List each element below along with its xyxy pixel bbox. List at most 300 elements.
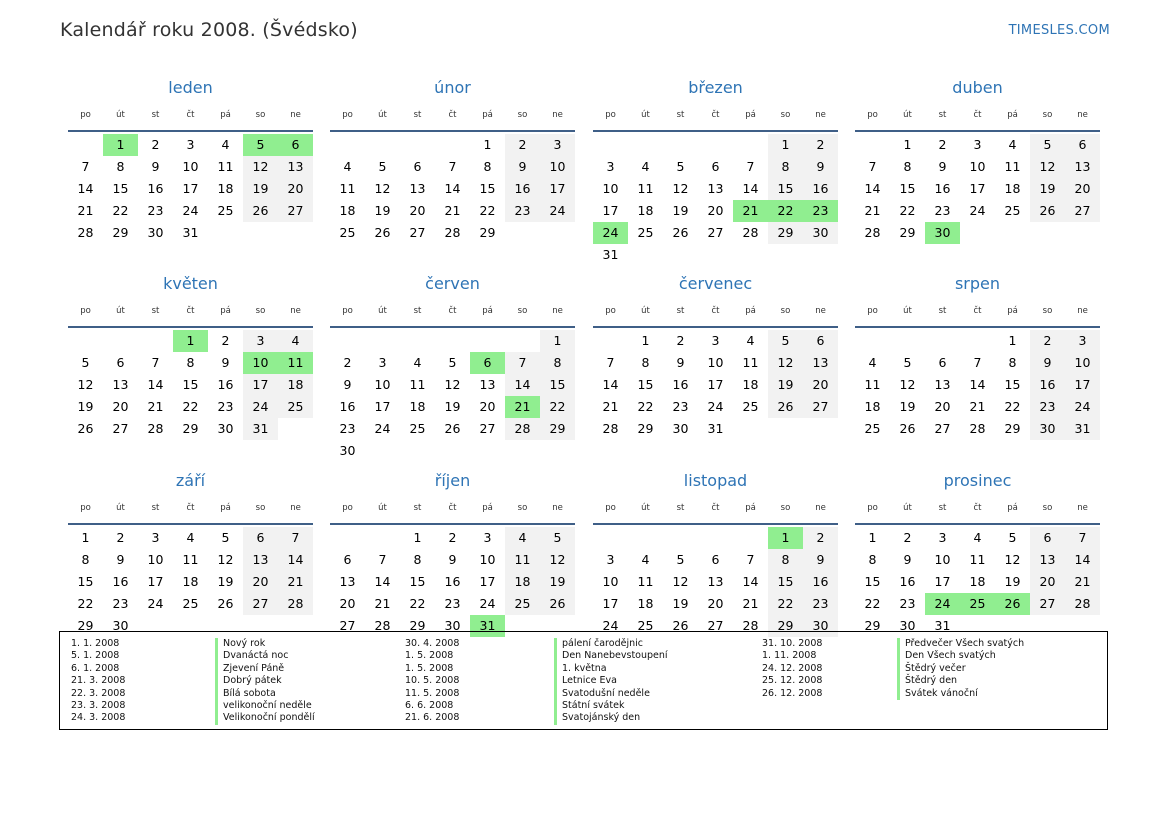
day-cell[interactable]: 7 (606, 355, 615, 370)
day-cell[interactable]: 29 (112, 225, 129, 240)
day-cell[interactable]: 25 (1004, 203, 1021, 218)
day-cell[interactable]: 27 (707, 225, 724, 240)
day-cell[interactable]: 28 (1065, 593, 1100, 615)
day-cell[interactable]: 20 (934, 399, 951, 414)
day-cell[interactable]: 6 (711, 159, 720, 174)
day-cell[interactable]: 13 (1030, 549, 1065, 571)
day-cell[interactable]: 10 (147, 552, 164, 567)
day-cell[interactable]: 20 (112, 399, 129, 414)
day-cell[interactable]: 1 (903, 137, 912, 152)
day-cell[interactable]: 11 (637, 574, 654, 589)
day-cell[interactable]: 10 (602, 181, 619, 196)
day-cell[interactable]: 4 (413, 355, 422, 370)
day-cell[interactable]: 8 (186, 355, 195, 370)
day-cell[interactable]: 7 (151, 355, 160, 370)
day-cell[interactable]: 6 (1065, 134, 1100, 156)
day-cell[interactable]: 7 (1065, 527, 1100, 549)
day-cell[interactable]: 27 (339, 618, 356, 633)
day-cell[interactable]: 23 (899, 596, 916, 611)
day-cell[interactable]: 29 (899, 225, 916, 240)
day-cell[interactable]: 16 (803, 571, 838, 593)
day-cell[interactable]: 19 (1004, 574, 1021, 589)
day-cell[interactable]: 1 (641, 333, 650, 348)
day-cell[interactable]: 19 (672, 596, 689, 611)
day-cell[interactable]: 9 (803, 156, 838, 178)
day-cell[interactable]: 15 (768, 571, 803, 593)
day-cell[interactable]: 2 (221, 333, 230, 348)
day-cell[interactable]: 9 (676, 355, 685, 370)
day-cell[interactable]: 10 (969, 159, 986, 174)
day-cell[interactable]: 19 (77, 399, 94, 414)
day-cell[interactable]: 28 (602, 421, 619, 436)
holiday-day-cell[interactable]: 30 (925, 222, 960, 244)
day-cell[interactable]: 4 (221, 137, 230, 152)
day-cell[interactable]: 11 (1004, 159, 1021, 174)
day-cell[interactable]: 9 (116, 552, 125, 567)
day-cell[interactable]: 8 (903, 159, 912, 174)
day-cell[interactable]: 30 (899, 618, 916, 633)
day-cell[interactable]: 17 (602, 203, 619, 218)
day-cell[interactable]: 2 (343, 355, 352, 370)
day-cell[interactable]: 18 (217, 181, 234, 196)
day-cell[interactable]: 27 (479, 421, 496, 436)
day-cell[interactable]: 16 (1030, 374, 1065, 396)
day-cell[interactable]: 2 (938, 137, 947, 152)
holiday-day-cell[interactable]: 11 (278, 352, 313, 374)
day-cell[interactable]: 27 (934, 421, 951, 436)
day-cell[interactable]: 18 (742, 377, 759, 392)
day-cell[interactable]: 4 (1008, 137, 1017, 152)
day-cell[interactable]: 24 (182, 203, 199, 218)
day-cell[interactable]: 9 (448, 552, 457, 567)
day-cell[interactable]: 31 (243, 418, 278, 440)
day-cell[interactable]: 16 (147, 181, 164, 196)
day-cell[interactable]: 27 (278, 200, 313, 222)
day-cell[interactable]: 6 (413, 159, 422, 174)
day-cell[interactable]: 8 (413, 552, 422, 567)
day-cell[interactable]: 22 (540, 396, 575, 418)
day-cell[interactable]: 13 (278, 156, 313, 178)
day-cell[interactable]: 1 (413, 530, 422, 545)
day-cell[interactable]: 12 (77, 377, 94, 392)
day-cell[interactable]: 15 (540, 374, 575, 396)
day-cell[interactable]: 3 (938, 530, 947, 545)
day-cell[interactable]: 12 (672, 574, 689, 589)
day-cell[interactable]: 12 (444, 377, 461, 392)
day-cell[interactable]: 13 (339, 574, 356, 589)
day-cell[interactable]: 24 (243, 396, 278, 418)
day-cell[interactable]: 10 (374, 377, 391, 392)
day-cell[interactable]: 23 (505, 200, 540, 222)
day-cell[interactable]: 23 (112, 596, 129, 611)
day-cell[interactable]: 27 (1030, 593, 1065, 615)
day-cell[interactable]: 17 (182, 181, 199, 196)
day-cell[interactable]: 18 (637, 596, 654, 611)
day-cell[interactable]: 29 (479, 225, 496, 240)
day-cell[interactable]: 6 (116, 355, 125, 370)
day-cell[interactable]: 4 (505, 527, 540, 549)
day-cell[interactable]: 9 (221, 355, 230, 370)
day-cell[interactable]: 9 (938, 159, 947, 174)
day-cell[interactable]: 11 (217, 159, 234, 174)
day-cell[interactable]: 21 (147, 399, 164, 414)
day-cell[interactable]: 20 (278, 178, 313, 200)
day-cell[interactable]: 30 (672, 421, 689, 436)
day-cell[interactable]: 11 (339, 181, 356, 196)
day-cell[interactable]: 20 (409, 203, 426, 218)
day-cell[interactable]: 14 (278, 549, 313, 571)
day-cell[interactable]: 5 (81, 355, 90, 370)
holiday-day-cell[interactable]: 1 (103, 134, 138, 156)
day-cell[interactable]: 27 (409, 225, 426, 240)
day-cell[interactable]: 17 (147, 574, 164, 589)
holiday-day-cell[interactable]: 21 (505, 396, 540, 418)
day-cell[interactable]: 25 (505, 593, 540, 615)
day-cell[interactable]: 8 (868, 552, 877, 567)
day-cell[interactable]: 26 (672, 225, 689, 240)
day-cell[interactable]: 19 (444, 399, 461, 414)
day-cell[interactable]: 11 (864, 377, 881, 392)
day-cell[interactable]: 31 (602, 247, 619, 262)
day-cell[interactable]: 12 (768, 352, 803, 374)
site-brand-link[interactable]: TIMESLES.COM (1008, 23, 1110, 38)
day-cell[interactable]: 1 (81, 530, 90, 545)
day-cell[interactable]: 29 (768, 615, 803, 637)
day-cell[interactable]: 3 (711, 333, 720, 348)
holiday-day-cell[interactable]: 26 (995, 593, 1030, 615)
day-cell[interactable]: 20 (339, 596, 356, 611)
day-cell[interactable]: 8 (768, 549, 803, 571)
day-cell[interactable]: 17 (374, 399, 391, 414)
day-cell[interactable]: 3 (151, 530, 160, 545)
day-cell[interactable]: 24 (479, 596, 496, 611)
day-cell[interactable]: 12 (243, 156, 278, 178)
day-cell[interactable]: 19 (243, 178, 278, 200)
day-cell[interactable]: 14 (602, 377, 619, 392)
day-cell[interactable]: 11 (742, 355, 759, 370)
day-cell[interactable]: 13 (1065, 156, 1100, 178)
day-cell[interactable]: 6 (243, 527, 278, 549)
day-cell[interactable]: 7 (448, 159, 457, 174)
day-cell[interactable]: 19 (899, 399, 916, 414)
day-cell[interactable]: 10 (479, 552, 496, 567)
day-cell[interactable]: 7 (868, 159, 877, 174)
day-cell[interactable]: 6 (711, 552, 720, 567)
day-cell[interactable]: 12 (1030, 156, 1065, 178)
day-cell[interactable]: 16 (112, 574, 129, 589)
day-cell[interactable]: 10 (602, 574, 619, 589)
day-cell[interactable]: 4 (868, 355, 877, 370)
day-cell[interactable]: 12 (217, 552, 234, 567)
day-cell[interactable]: 28 (742, 225, 759, 240)
day-cell[interactable]: 22 (637, 399, 654, 414)
day-cell[interactable]: 30 (803, 222, 838, 244)
day-cell[interactable]: 13 (707, 181, 724, 196)
day-cell[interactable]: 1 (768, 134, 803, 156)
day-cell[interactable]: 23 (934, 203, 951, 218)
day-cell[interactable]: 31 (934, 618, 951, 633)
holiday-day-cell[interactable]: 21 (733, 200, 768, 222)
day-cell[interactable]: 28 (147, 421, 164, 436)
day-cell[interactable]: 25 (409, 421, 426, 436)
day-cell[interactable]: 4 (641, 552, 650, 567)
day-cell[interactable]: 14 (742, 574, 759, 589)
day-cell[interactable]: 26 (899, 421, 916, 436)
day-cell[interactable]: 19 (672, 203, 689, 218)
day-cell[interactable]: 21 (969, 399, 986, 414)
day-cell[interactable]: 24 (969, 203, 986, 218)
day-cell[interactable]: 5 (448, 355, 457, 370)
day-cell[interactable]: 7 (378, 552, 387, 567)
day-cell[interactable]: 16 (672, 377, 689, 392)
day-cell[interactable]: 8 (768, 156, 803, 178)
day-cell[interactable]: 19 (768, 374, 803, 396)
day-cell[interactable]: 21 (602, 399, 619, 414)
day-cell[interactable]: 28 (505, 418, 540, 440)
day-cell[interactable]: 21 (864, 203, 881, 218)
day-cell[interactable]: 22 (182, 399, 199, 414)
day-cell[interactable]: 2 (676, 333, 685, 348)
day-cell[interactable]: 11 (969, 552, 986, 567)
day-cell[interactable]: 1 (868, 530, 877, 545)
day-cell[interactable]: 7 (278, 527, 313, 549)
day-cell[interactable]: 24 (707, 399, 724, 414)
day-cell[interactable]: 23 (147, 203, 164, 218)
day-cell[interactable]: 26 (77, 421, 94, 436)
day-cell[interactable]: 16 (339, 399, 356, 414)
day-cell[interactable]: 17 (602, 596, 619, 611)
day-cell[interactable]: 2 (803, 134, 838, 156)
day-cell[interactable]: 6 (1030, 527, 1065, 549)
day-cell[interactable]: 29 (768, 222, 803, 244)
day-cell[interactable]: 15 (77, 574, 94, 589)
day-cell[interactable]: 26 (444, 421, 461, 436)
day-cell[interactable]: 16 (217, 377, 234, 392)
day-cell[interactable]: 14 (374, 574, 391, 589)
day-cell[interactable]: 5 (676, 552, 685, 567)
day-cell[interactable]: 21 (1065, 571, 1100, 593)
day-cell[interactable]: 27 (1065, 200, 1100, 222)
day-cell[interactable]: 31 (1065, 418, 1100, 440)
day-cell[interactable]: 9 (505, 156, 540, 178)
day-cell[interactable]: 7 (746, 159, 755, 174)
day-cell[interactable]: 8 (483, 159, 492, 174)
day-cell[interactable]: 7 (973, 355, 982, 370)
day-cell[interactable]: 20 (1065, 178, 1100, 200)
day-cell[interactable]: 25 (339, 225, 356, 240)
day-cell[interactable]: 15 (409, 574, 426, 589)
day-cell[interactable]: 2 (803, 527, 838, 549)
day-cell[interactable]: 15 (768, 178, 803, 200)
day-cell[interactable]: 9 (151, 159, 160, 174)
day-cell[interactable]: 18 (864, 399, 881, 414)
day-cell[interactable]: 27 (803, 396, 838, 418)
holiday-day-cell[interactable]: 24 (593, 222, 628, 244)
day-cell[interactable]: 22 (77, 596, 94, 611)
day-cell[interactable]: 9 (803, 549, 838, 571)
day-cell[interactable]: 24 (374, 421, 391, 436)
day-cell[interactable]: 17 (969, 181, 986, 196)
day-cell[interactable]: 26 (243, 200, 278, 222)
day-cell[interactable]: 3 (378, 355, 387, 370)
day-cell[interactable]: 2 (505, 134, 540, 156)
day-cell[interactable]: 10 (707, 355, 724, 370)
day-cell[interactable]: 15 (899, 181, 916, 196)
day-cell[interactable]: 18 (637, 203, 654, 218)
day-cell[interactable]: 20 (243, 571, 278, 593)
day-cell[interactable]: 12 (672, 181, 689, 196)
day-cell[interactable]: 27 (112, 421, 129, 436)
day-cell[interactable]: 4 (278, 330, 313, 352)
day-cell[interactable]: 3 (1065, 330, 1100, 352)
day-cell[interactable]: 17 (934, 574, 951, 589)
day-cell[interactable]: 29 (864, 618, 881, 633)
day-cell[interactable]: 22 (112, 203, 129, 218)
day-cell[interactable]: 8 (116, 159, 125, 174)
day-cell[interactable]: 10 (540, 156, 575, 178)
day-cell[interactable]: 30 (112, 618, 129, 633)
day-cell[interactable]: 6 (343, 552, 352, 567)
day-cell[interactable]: 17 (479, 574, 496, 589)
day-cell[interactable]: 9 (1030, 352, 1065, 374)
day-cell[interactable]: 12 (374, 181, 391, 196)
day-cell[interactable]: 30 (444, 618, 461, 633)
day-cell[interactable]: 28 (278, 593, 313, 615)
day-cell[interactable]: 20 (803, 374, 838, 396)
day-cell[interactable]: 3 (243, 330, 278, 352)
day-cell[interactable]: 17 (707, 377, 724, 392)
day-cell[interactable]: 26 (217, 596, 234, 611)
day-cell[interactable]: 14 (969, 377, 986, 392)
day-cell[interactable]: 30 (1030, 418, 1065, 440)
day-cell[interactable]: 23 (339, 421, 356, 436)
day-cell[interactable]: 10 (182, 159, 199, 174)
day-cell[interactable]: 24 (1065, 396, 1100, 418)
day-cell[interactable]: 20 (479, 399, 496, 414)
day-cell[interactable]: 18 (278, 374, 313, 396)
day-cell[interactable]: 4 (641, 159, 650, 174)
day-cell[interactable]: 2 (1030, 330, 1065, 352)
day-cell[interactable]: 25 (182, 596, 199, 611)
day-cell[interactable]: 19 (374, 203, 391, 218)
day-cell[interactable]: 14 (77, 181, 94, 196)
day-cell[interactable]: 14 (864, 181, 881, 196)
day-cell[interactable]: 14 (505, 374, 540, 396)
day-cell[interactable]: 26 (672, 618, 689, 633)
day-cell[interactable]: 5 (903, 355, 912, 370)
day-cell[interactable]: 13 (479, 377, 496, 392)
day-cell[interactable]: 4 (186, 530, 195, 545)
day-cell[interactable]: 25 (637, 225, 654, 240)
day-cell[interactable]: 13 (707, 574, 724, 589)
day-cell[interactable]: 26 (374, 225, 391, 240)
day-cell[interactable]: 29 (540, 418, 575, 440)
day-cell[interactable]: 30 (217, 421, 234, 436)
day-cell[interactable]: 27 (707, 618, 724, 633)
day-cell[interactable]: 14 (444, 181, 461, 196)
day-cell[interactable]: 13 (112, 377, 129, 392)
day-cell[interactable]: 10 (1065, 352, 1100, 374)
day-cell[interactable]: 25 (278, 396, 313, 418)
day-cell[interactable]: 5 (1030, 134, 1065, 156)
day-cell[interactable]: 22 (479, 203, 496, 218)
day-cell[interactable]: 16 (444, 574, 461, 589)
holiday-day-cell[interactable]: 31 (470, 615, 505, 637)
day-cell[interactable]: 15 (637, 377, 654, 392)
day-cell[interactable]: 29 (182, 421, 199, 436)
day-cell[interactable]: 18 (409, 399, 426, 414)
day-cell[interactable]: 12 (899, 377, 916, 392)
day-cell[interactable]: 26 (768, 396, 803, 418)
day-cell[interactable]: 19 (217, 574, 234, 589)
holiday-day-cell[interactable]: 24 (925, 593, 960, 615)
day-cell[interactable]: 1 (540, 330, 575, 352)
day-cell[interactable]: 7 (81, 159, 90, 174)
day-cell[interactable]: 28 (77, 225, 94, 240)
day-cell[interactable]: 8 (1008, 355, 1017, 370)
day-cell[interactable]: 11 (409, 377, 426, 392)
day-cell[interactable]: 13 (409, 181, 426, 196)
day-cell[interactable]: 21 (444, 203, 461, 218)
day-cell[interactable]: 12 (540, 549, 575, 571)
day-cell[interactable]: 15 (182, 377, 199, 392)
day-cell[interactable]: 18 (339, 203, 356, 218)
day-cell[interactable]: 28 (444, 225, 461, 240)
holiday-day-cell[interactable]: 6 (470, 352, 505, 374)
holiday-day-cell[interactable]: 25 (960, 593, 995, 615)
day-cell[interactable]: 22 (864, 596, 881, 611)
day-cell[interactable]: 13 (243, 549, 278, 571)
day-cell[interactable]: 3 (973, 137, 982, 152)
day-cell[interactable]: 5 (676, 159, 685, 174)
day-cell[interactable]: 30 (803, 615, 838, 637)
day-cell[interactable]: 1 (1008, 333, 1017, 348)
day-cell[interactable]: 16 (505, 178, 540, 200)
day-cell[interactable]: 5 (768, 330, 803, 352)
day-cell[interactable]: 28 (742, 618, 759, 633)
day-cell[interactable]: 11 (637, 181, 654, 196)
day-cell[interactable]: 31 (182, 225, 199, 240)
day-cell[interactable]: 13 (803, 352, 838, 374)
day-cell[interactable]: 5 (221, 530, 230, 545)
day-cell[interactable]: 10 (934, 552, 951, 567)
day-cell[interactable]: 30 (147, 225, 164, 240)
day-cell[interactable]: 6 (938, 355, 947, 370)
day-cell[interactable]: 26 (540, 593, 575, 615)
day-cell[interactable]: 20 (707, 596, 724, 611)
day-cell[interactable]: 2 (116, 530, 125, 545)
day-cell[interactable]: 19 (540, 571, 575, 593)
day-cell[interactable]: 21 (278, 571, 313, 593)
holiday-day-cell[interactable]: 1 (768, 527, 803, 549)
day-cell[interactable]: 25 (217, 203, 234, 218)
day-cell[interactable]: 17 (1065, 374, 1100, 396)
day-cell[interactable]: 22 (768, 593, 803, 615)
day-cell[interactable]: 25 (637, 618, 654, 633)
day-cell[interactable]: 18 (969, 574, 986, 589)
holiday-day-cell[interactable]: 6 (278, 134, 313, 156)
holiday-day-cell[interactable]: 1 (173, 330, 208, 352)
day-cell[interactable]: 19 (1030, 178, 1065, 200)
day-cell[interactable]: 24 (540, 200, 575, 222)
day-cell[interactable]: 4 (343, 159, 352, 174)
holiday-day-cell[interactable]: 23 (803, 200, 838, 222)
day-cell[interactable]: 29 (409, 618, 426, 633)
holiday-day-cell[interactable]: 10 (243, 352, 278, 374)
day-cell[interactable]: 29 (77, 618, 94, 633)
day-cell[interactable]: 9 (903, 552, 912, 567)
day-cell[interactable]: 3 (186, 137, 195, 152)
